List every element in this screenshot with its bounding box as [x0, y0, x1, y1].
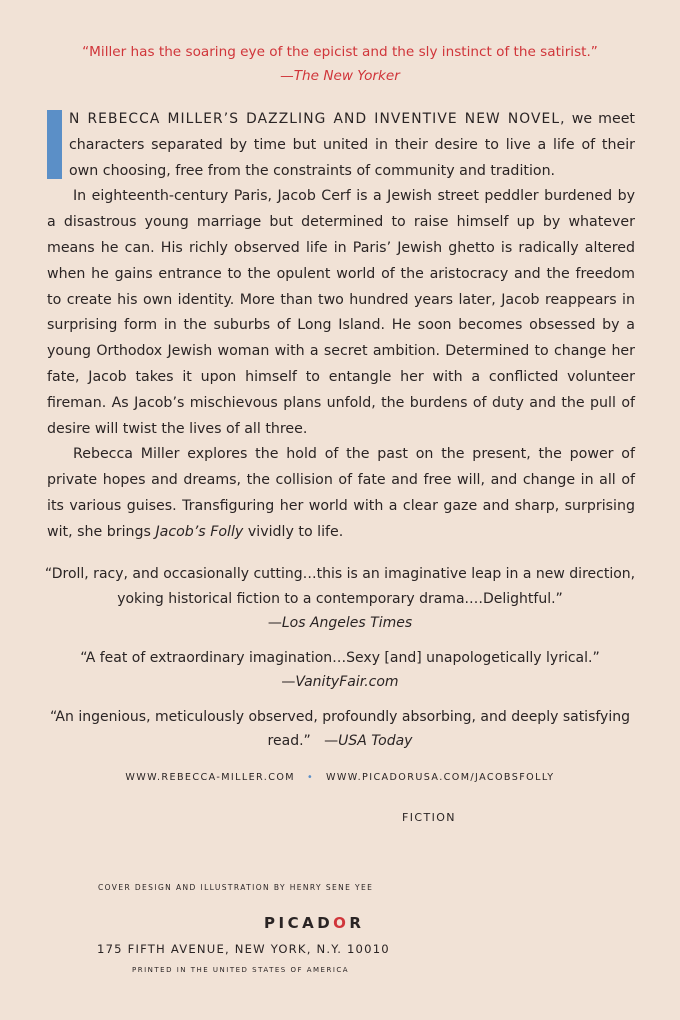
author-website-link[interactable]: WWW.REBECCA-MILLER.COM	[125, 772, 295, 783]
publisher-address: 175 FIFTH AVENUE, NEW YORK, N.Y. 10010	[97, 942, 390, 956]
separator-dot: •	[306, 772, 315, 783]
printed-in-notice: PRINTED IN THE UNITED STATES OF AMERICA	[132, 966, 350, 974]
description-paragraph-2: In eighteenth-century Paris, Jacob Cerf is a Jewish street peddler burdened by a disastrous young marriage but determined to raise himself up by whatever means he can. His richly observed life in Paris’ Jewish ghetto is radically altered when he gains entrance to the opulent world of the aristocracy and the freedom to create his own identity. More than two hundred years later, Jacob reappears in surprising form in the suburbs of Long Island. He soon becomes obsessed by a young Orthodox Jewish woman with a secret ambition. Determined to change her fate, Jacob takes it upon himself to entangle her with a conflicted volunteer fireman. As Jacob’s mischievous plans unfold, the burdens of duty and the pull of desire will twist the lives of all three.	[47, 188, 635, 437]
book-title-inline: Jacob’s Folly	[155, 523, 244, 540]
genre-label: FICTION	[402, 811, 456, 824]
book-description	[47, 107, 635, 546]
description-paragraph-3: Rebecca Miller explores the hold of the past on the present, the power of private hopes and dreams, the collision of fate and free will, and change in all of its various guises. Transfiguring her world with a clear gaze and sharp, surprising wit, she brings Jacob’s Folly vividly to life.	[47, 446, 635, 540]
review-quote: “Droll, racy, and occasionally cutting…this is an imaginative leap in a new direction, yoking historical fiction to a contemporary drama.…Delightful.” —Los Angeles Times	[40, 562, 640, 636]
featured-quote	[40, 40, 640, 88]
publisher-logo: PICADOR	[264, 914, 365, 932]
review-source: —VanityFair.com	[281, 674, 399, 690]
description-lead: N REBECCA MILLER’S DAZZLING AND INVENTIVE NEW NOVEL,	[69, 111, 566, 127]
review-quote: “A feat of extraordinary imagination…Sexy [and] unapologetically lyrical.” —VanityFair.com	[40, 646, 640, 695]
review-quotes	[40, 562, 640, 764]
cover-credit: COVER DESIGN AND ILLUSTRATION BY HENRY SENE YEE	[98, 883, 374, 892]
publisher-website-link[interactable]: WWW.PICADORUSA.COM/JACOBSFOLLY	[326, 772, 555, 783]
drop-cap-i	[47, 110, 62, 179]
review-source: —Los Angeles Times	[267, 615, 413, 631]
description-paragraph-1	[47, 107, 635, 184]
review-source: —USA Today	[324, 733, 413, 749]
review-quote: “An ingenious, meticulously observed, profoundly absorbing, and deeply satisfying read.” —USA Today	[49, 708, 630, 749]
description-p1-text: we meet characters separated by time but united in their desire to live a life of their own choosing, free from the constraints of community and tradition.	[69, 111, 635, 179]
featured-quote-text: “Miller has the soaring eye of the epicist and the sly instinct of the satirist.”	[82, 44, 598, 60]
featured-quote-attribution: —The New Yorker	[280, 68, 400, 84]
website-links	[40, 772, 640, 783]
